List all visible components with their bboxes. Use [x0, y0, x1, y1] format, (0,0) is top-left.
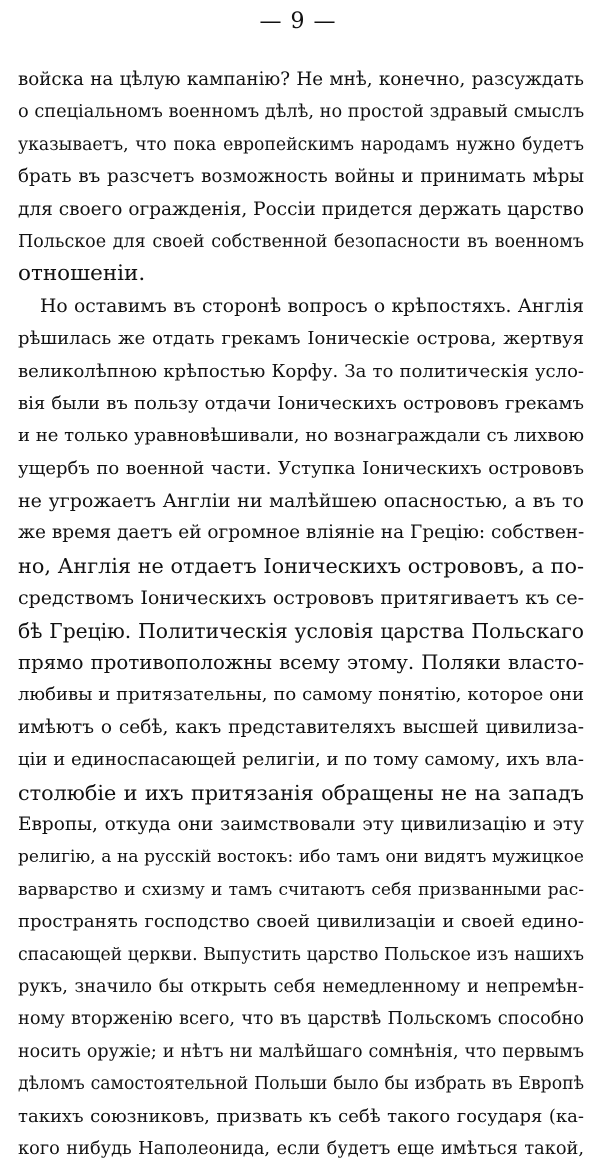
- text-line: ціи и единоспасающей религіи, и по тому самому, ихъ вла-: [18, 749, 584, 771]
- text-line: войска на цѣлую кампанію? Не мнѣ, конечно, разсуждать: [18, 69, 584, 90]
- text-line: рѣшилась же отдать грекамъ Іоническіе острова, жертвуя: [18, 328, 584, 350]
- text-line: имѣютъ о себѣ, какъ представителяхъ высшей цивилиза-: [18, 716, 584, 738]
- text-line: но, Англія не отдаетъ Іоническихъ острововъ, а по-: [18, 553, 584, 578]
- text-line: варварство и схизму и тамъ считаютъ себя призванными рас-: [18, 879, 584, 900]
- text-line: ущербъ по военной части. Уступка Іоническихъ острововъ: [18, 457, 584, 479]
- text-line: и не только уравновѣшивали, но вознаграждали съ лихвою: [18, 425, 584, 447]
- paragraph-start-line: Но оставимъ въ сторонѣ вопросъ о крѣпостяхъ. Англія: [40, 295, 584, 317]
- text-line: такихъ союзниковъ, призвать къ себѣ такого государя (ка-: [18, 1105, 584, 1127]
- text-line: о спеціальномъ военномъ дѣлѣ, но простой здравый смыслъ: [18, 102, 584, 123]
- text-line: носить оружіе; и нѣтъ ни малѣйшаго сомнѣнія, что первымъ: [18, 1041, 584, 1062]
- text-line: пространять господство своей цивилизаціи и своей едино-: [18, 911, 584, 933]
- text-line: брать въ разсчетъ возможность войны и принимать мѣры: [18, 166, 584, 188]
- text-line: средствомъ Іоническихъ острововъ притягиваетъ къ се-: [18, 587, 584, 610]
- text-line: религію, а на русскій востокъ: ибо тамъ они видятъ мужицкое: [18, 847, 584, 868]
- text-line: бѣ Грецію. Политическія условія царства Польскаго: [18, 618, 584, 643]
- page-number: — 9 —: [259, 9, 337, 34]
- text-line: же время даетъ ей огромное вліяніе на Грецію: собствен-: [18, 522, 584, 544]
- text-line: ному вторженію всего, что въ царствѣ Польскомъ способно: [18, 1009, 584, 1030]
- text-line: дѣломъ самостоятельной Польши было бы избрать въ Европѣ: [18, 1074, 584, 1095]
- text-line: рукъ, значило бы открыть себя немедленному и непремѣн-: [18, 976, 584, 997]
- text-line: не угрожаетъ Англіи ни малѣйшею опасностью, а въ то: [18, 490, 584, 513]
- text-line: Польское для своей собственной безопасности въ военномъ: [18, 231, 584, 252]
- text-line: прямо противоположны всему этому. Поляки власто-: [18, 651, 584, 675]
- text-line: Европы, откуда они заимствовали эту цивилизацію и эту: [18, 813, 584, 835]
- body-text: [18, 64, 584, 1165]
- text-line: любивы и притязательны, по самому понятію, которое они: [18, 684, 584, 706]
- text-line: указываетъ, что пока европейскимъ народамъ нужно будетъ: [18, 134, 584, 155]
- text-line: великолѣпною крѣпостью Корфу. За то политическія усло-: [18, 360, 584, 382]
- text-line: вія были въ пользу отдачи Іоническихъ острововъ грекамъ: [18, 392, 584, 414]
- text-line: спасающей церкви. Выпустить царство Польское изъ нашихъ: [18, 944, 584, 965]
- text-line: столюбіе и ихъ притязанія обращены не на западъ: [18, 780, 584, 805]
- text-line: для своего огражденія, Россіи придется держать царство: [18, 198, 584, 220]
- text-line: кого нибудь Наполеонида, если будетъ еще имѣться такой,: [18, 1138, 584, 1159]
- text-line: отношеніи.: [18, 261, 146, 287]
